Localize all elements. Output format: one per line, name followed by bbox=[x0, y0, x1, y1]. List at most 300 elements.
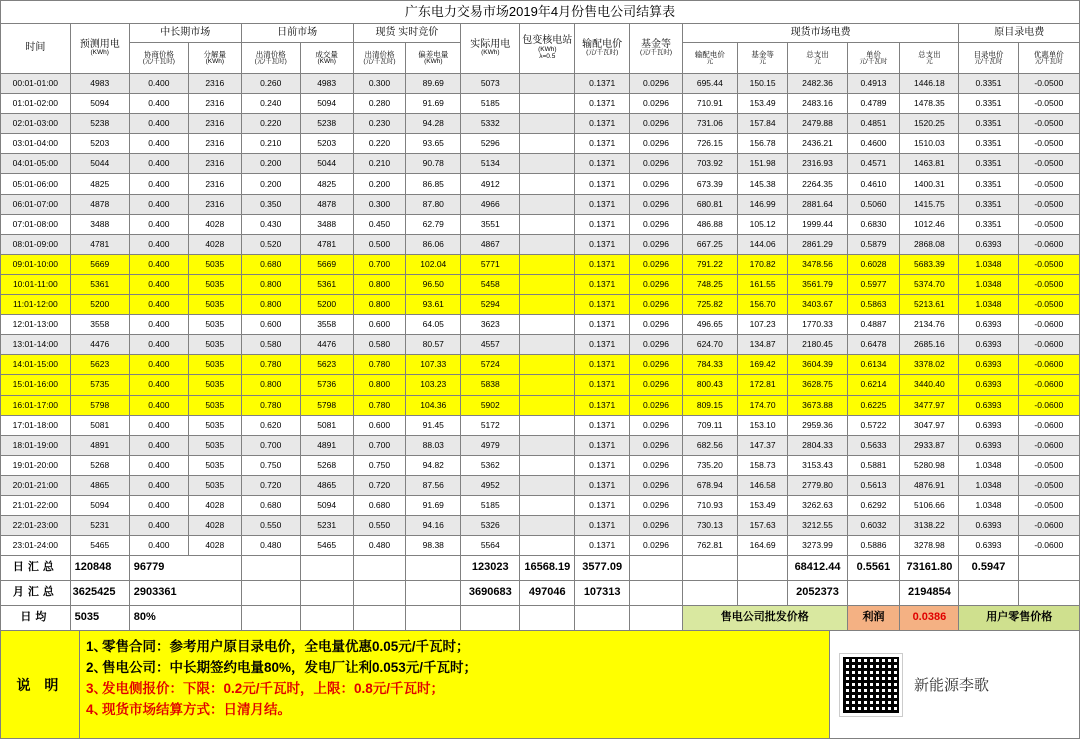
table-row bbox=[1, 335, 1080, 355]
cell-sm_total2: 5213.61 bbox=[900, 295, 959, 315]
cell-forecast: 5094 bbox=[70, 495, 129, 515]
cell-forecast: 5735 bbox=[70, 375, 129, 395]
cell-grid: 0.1371 bbox=[575, 516, 630, 536]
monthly-forecast: 3625425 bbox=[70, 581, 129, 606]
cell-sm_total2: 5683.39 bbox=[900, 254, 959, 274]
cell-cat_price: 1.0348 bbox=[959, 475, 1018, 495]
cell-sp_price: 0.260 bbox=[241, 74, 300, 94]
cell-sm_total2: 3440.40 bbox=[900, 375, 959, 395]
cell-sm_total2: 3378.02 bbox=[900, 355, 959, 375]
table-row bbox=[1, 415, 1080, 435]
cell-loss bbox=[520, 174, 575, 194]
cell-forecast: 4891 bbox=[70, 435, 129, 455]
cell-sm_fund: 105.12 bbox=[737, 214, 788, 234]
table-row bbox=[1, 516, 1080, 536]
cell-rt_price: 0.800 bbox=[353, 295, 406, 315]
cell-rt_dev: 94.16 bbox=[406, 516, 461, 536]
col-cat-price: 目录电价 元/千瓦时 bbox=[959, 43, 1018, 74]
col-sm-fund: 基金等 元 bbox=[737, 43, 788, 74]
cell-loss bbox=[520, 475, 575, 495]
cell-sm_fund: 151.98 bbox=[737, 154, 788, 174]
cell-rt_price: 0.300 bbox=[353, 74, 406, 94]
cell-sm_grid: 496.65 bbox=[682, 315, 737, 335]
cell-actual: 5838 bbox=[461, 375, 520, 395]
cell-ml_price: 0.400 bbox=[129, 475, 188, 495]
cell-sp_price: 0.720 bbox=[241, 475, 300, 495]
cell-forecast: 5203 bbox=[70, 134, 129, 154]
cell-sm_unit: 0.6032 bbox=[847, 516, 900, 536]
cell-ml_price: 0.400 bbox=[129, 94, 188, 114]
cell-rt_dev: 90.78 bbox=[406, 154, 461, 174]
cell-sm_total: 2959.36 bbox=[788, 415, 847, 435]
cell-cat_price: 0.6393 bbox=[959, 234, 1018, 254]
cell-ml_price: 0.400 bbox=[129, 516, 188, 536]
cell-actual: 5326 bbox=[461, 516, 520, 536]
cell-sm_grid: 710.91 bbox=[682, 94, 737, 114]
cell-ml_qty: 4028 bbox=[188, 495, 241, 515]
cell-forecast: 4476 bbox=[70, 335, 129, 355]
cell-loss bbox=[520, 254, 575, 274]
cell-rt_price: 0.230 bbox=[353, 114, 406, 134]
cell-cat_price: 0.3351 bbox=[959, 214, 1018, 234]
daily-sm-total2: 73161.80 bbox=[900, 556, 959, 581]
cell-grid: 0.1371 bbox=[575, 234, 630, 254]
cell-sm_unit: 0.5977 bbox=[847, 274, 900, 294]
cell-sm_total: 3153.43 bbox=[788, 455, 847, 475]
cell-actual: 5185 bbox=[461, 94, 520, 114]
cell-sm_total2: 2933.87 bbox=[900, 435, 959, 455]
cell-ml_price: 0.400 bbox=[129, 536, 188, 556]
col-fund-price: 基金等 (元/千瓦时) bbox=[630, 24, 683, 74]
cell-sm_total: 3673.88 bbox=[788, 395, 847, 415]
cell-actual: 4979 bbox=[461, 435, 520, 455]
cell-cat_price: 1.0348 bbox=[959, 295, 1018, 315]
note-number: 1、 bbox=[86, 639, 108, 655]
header-group-row bbox=[1, 24, 1080, 43]
cell-sm_fund: 153.49 bbox=[737, 495, 788, 515]
cell-sp_qty: 5044 bbox=[300, 154, 353, 174]
cell-sp_price: 0.550 bbox=[241, 516, 300, 536]
cell-sm_unit: 0.5879 bbox=[847, 234, 900, 254]
cell-rt_dev: 87.56 bbox=[406, 475, 461, 495]
cell-sm_grid: 673.39 bbox=[682, 174, 737, 194]
cell-loss bbox=[520, 435, 575, 455]
cell-sm_unit: 0.6028 bbox=[847, 254, 900, 274]
cell-cat_disc: -0.0500 bbox=[1018, 295, 1079, 315]
cell-sm_fund: 170.82 bbox=[737, 254, 788, 274]
monthly-summary-label: 月汇总 bbox=[1, 581, 71, 606]
cell-ml_price: 0.400 bbox=[129, 355, 188, 375]
cell-sm_grid: 624.70 bbox=[682, 335, 737, 355]
cell-ml_price: 0.400 bbox=[129, 315, 188, 335]
cell-sm_total: 3273.99 bbox=[788, 536, 847, 556]
cell-sp_price: 0.200 bbox=[241, 174, 300, 194]
cell-ml_qty: 2316 bbox=[188, 94, 241, 114]
cell-sp_price: 0.210 bbox=[241, 134, 300, 154]
cell-time: 03:01-04:00 bbox=[1, 134, 71, 154]
cell-sp_price: 0.240 bbox=[241, 94, 300, 114]
cell-sp_price: 0.800 bbox=[241, 375, 300, 395]
table-body bbox=[1, 74, 1080, 556]
col-sm-total2: 总支出 元 bbox=[900, 43, 959, 74]
cell-grid: 0.1371 bbox=[575, 94, 630, 114]
cell-sm_fund: 150.15 bbox=[737, 74, 788, 94]
cell-fund: 0.0296 bbox=[630, 274, 683, 294]
cell-ml_price: 0.400 bbox=[129, 154, 188, 174]
cell-sm_total: 1999.44 bbox=[788, 214, 847, 234]
cell-rt_dev: 103.23 bbox=[406, 375, 461, 395]
cell-sm_grid: 731.06 bbox=[682, 114, 737, 134]
cell-cat_disc: -0.0500 bbox=[1018, 154, 1079, 174]
cell-rt_price: 0.780 bbox=[353, 395, 406, 415]
cell-sp_price: 0.430 bbox=[241, 214, 300, 234]
cell-loss bbox=[520, 114, 575, 134]
cell-actual: 3551 bbox=[461, 214, 520, 234]
cell-cat_disc: -0.0500 bbox=[1018, 114, 1079, 134]
cell-cat_price: 0.6393 bbox=[959, 395, 1018, 415]
cell-sm_total: 2180.45 bbox=[788, 335, 847, 355]
cell-fund: 0.0296 bbox=[630, 495, 683, 515]
cell-rt_price: 0.210 bbox=[353, 154, 406, 174]
cell-rt_dev: 86.06 bbox=[406, 234, 461, 254]
col-sp-price: 出清价格 (元/千瓦时) bbox=[241, 43, 300, 74]
cell-sm_total: 2436.21 bbox=[788, 134, 847, 154]
cell-sp_price: 0.800 bbox=[241, 274, 300, 294]
cell-cat_disc: -0.0600 bbox=[1018, 435, 1079, 455]
table-row bbox=[1, 94, 1080, 114]
cell-sm_grid: 784.33 bbox=[682, 355, 737, 375]
cell-sm_unit: 0.4600 bbox=[847, 134, 900, 154]
cell-cat_disc: -0.0600 bbox=[1018, 315, 1079, 335]
cell-time: 16:01-17:00 bbox=[1, 395, 71, 415]
cell-rt_price: 0.680 bbox=[353, 495, 406, 515]
cell-ml_qty: 2316 bbox=[188, 74, 241, 94]
cell-ml_qty: 2316 bbox=[188, 134, 241, 154]
col-actual: 实际用电 (KWh) bbox=[461, 24, 520, 74]
note-text: 售电公司：中长期签约电量80%，发电厂让利0.053元/千瓦时； bbox=[102, 660, 478, 676]
cell-rt_dev: 91.69 bbox=[406, 94, 461, 114]
cell-forecast: 3488 bbox=[70, 214, 129, 234]
cell-ml_price: 0.400 bbox=[129, 435, 188, 455]
cell-sp_qty: 5465 bbox=[300, 536, 353, 556]
cell-ml_qty: 4028 bbox=[188, 536, 241, 556]
daily-loss: 16568.19 bbox=[520, 556, 575, 581]
cell-ml_price: 0.400 bbox=[129, 295, 188, 315]
cell-sp_qty: 4891 bbox=[300, 435, 353, 455]
cell-sp_qty: 5798 bbox=[300, 395, 353, 415]
cell-ml_price: 0.400 bbox=[129, 254, 188, 274]
cell-rt_dev: 88.03 bbox=[406, 435, 461, 455]
cell-sm_fund: 146.99 bbox=[737, 194, 788, 214]
cell-sm_total: 2881.64 bbox=[788, 194, 847, 214]
cell-time: 15:01-16:00 bbox=[1, 375, 71, 395]
cell-cat_price: 0.3351 bbox=[959, 134, 1018, 154]
cell-rt_price: 0.700 bbox=[353, 254, 406, 274]
cell-ml_price: 0.400 bbox=[129, 74, 188, 94]
cell-sm_fund: 169.42 bbox=[737, 355, 788, 375]
cell-rt_dev: 86.85 bbox=[406, 174, 461, 194]
cell-rt_dev: 93.65 bbox=[406, 134, 461, 154]
cell-sm_total2: 5106.66 bbox=[900, 495, 959, 515]
cell-sm_total: 2804.33 bbox=[788, 435, 847, 455]
table-row bbox=[1, 114, 1080, 134]
cell-forecast: 5268 bbox=[70, 455, 129, 475]
cell-sm_total: 3478.56 bbox=[788, 254, 847, 274]
cell-actual: 5172 bbox=[461, 415, 520, 435]
cell-loss bbox=[520, 154, 575, 174]
cell-time: 06:01-07:00 bbox=[1, 194, 71, 214]
cell-sm_grid: 762.81 bbox=[682, 536, 737, 556]
cell-cat_disc: -0.0600 bbox=[1018, 415, 1079, 435]
cell-rt_price: 0.800 bbox=[353, 375, 406, 395]
cell-sm_fund: 156.78 bbox=[737, 134, 788, 154]
cell-grid: 0.1371 bbox=[575, 435, 630, 455]
cell-rt_price: 0.700 bbox=[353, 435, 406, 455]
col-time: 时间 bbox=[1, 24, 71, 74]
cell-ml_price: 0.400 bbox=[129, 134, 188, 154]
col-sm-total: 总支出 元 bbox=[788, 43, 847, 74]
cell-forecast: 5623 bbox=[70, 355, 129, 375]
note-text: 现货市场结算方式：日清月结。 bbox=[102, 702, 291, 718]
cell-sm_unit: 0.5863 bbox=[847, 295, 900, 315]
cell-sm_total: 2479.88 bbox=[788, 114, 847, 134]
cell-cat_disc: -0.0500 bbox=[1018, 94, 1079, 114]
cell-sm_grid: 730.13 bbox=[682, 516, 737, 536]
cell-sm_grid: 680.81 bbox=[682, 194, 737, 214]
cell-ml_price: 0.400 bbox=[129, 214, 188, 234]
cell-cat_disc: -0.0500 bbox=[1018, 74, 1079, 94]
cell-forecast: 5094 bbox=[70, 94, 129, 114]
cell-grid: 0.1371 bbox=[575, 415, 630, 435]
cell-loss bbox=[520, 234, 575, 254]
cell-forecast: 5200 bbox=[70, 295, 129, 315]
cell-cat_price: 0.3351 bbox=[959, 114, 1018, 134]
table-row bbox=[1, 295, 1080, 315]
note-section bbox=[0, 631, 1080, 739]
wholesale-price-label: 售电公司批发价格 bbox=[682, 606, 847, 631]
group-spot-fee: 现货市场电费 bbox=[682, 24, 959, 43]
cell-sm_total2: 5374.70 bbox=[900, 274, 959, 294]
table-row bbox=[1, 274, 1080, 294]
cell-rt_dev: 98.38 bbox=[406, 536, 461, 556]
cell-sm_total2: 1400.31 bbox=[900, 174, 959, 194]
cell-loss bbox=[520, 274, 575, 294]
cell-grid: 0.1371 bbox=[575, 214, 630, 234]
cell-loss bbox=[520, 415, 575, 435]
cell-sm_unit: 0.6225 bbox=[847, 395, 900, 415]
cell-grid: 0.1371 bbox=[575, 455, 630, 475]
cell-actual: 5564 bbox=[461, 536, 520, 556]
cell-rt_price: 0.580 bbox=[353, 335, 406, 355]
cell-ml_price: 0.400 bbox=[129, 375, 188, 395]
cell-sp_qty: 5736 bbox=[300, 375, 353, 395]
cell-sm_total: 2482.36 bbox=[788, 74, 847, 94]
cell-forecast: 5238 bbox=[70, 114, 129, 134]
cell-cat_price: 1.0348 bbox=[959, 254, 1018, 274]
cell-sm_grid: 735.20 bbox=[682, 455, 737, 475]
cell-sm_total2: 2134.76 bbox=[900, 315, 959, 335]
cell-sp_price: 0.750 bbox=[241, 455, 300, 475]
group-midlong: 中长期市场 bbox=[129, 24, 241, 43]
note-text: 零售合同：参考用户原目录电价，全电量优惠0.05元/千瓦时； bbox=[102, 639, 470, 655]
cell-sm_total2: 3047.97 bbox=[900, 415, 959, 435]
cell-sp_qty: 4781 bbox=[300, 234, 353, 254]
col-sm-grid: 输配电价 元 bbox=[682, 43, 737, 74]
cell-time: 00:01-01:00 bbox=[1, 74, 71, 94]
cell-fund: 0.0296 bbox=[630, 134, 683, 154]
cell-ml_qty: 2316 bbox=[188, 174, 241, 194]
cell-actual: 4966 bbox=[461, 194, 520, 214]
cell-cat_disc: -0.0600 bbox=[1018, 355, 1079, 375]
cell-loss bbox=[520, 516, 575, 536]
cell-sp_price: 0.680 bbox=[241, 254, 300, 274]
cell-grid: 0.1371 bbox=[575, 536, 630, 556]
cell-cat_disc: -0.0500 bbox=[1018, 475, 1079, 495]
cell-time: 12:01-13:00 bbox=[1, 315, 71, 335]
page-title: 广东电力交易市场2019年4月份售电公司结算表 bbox=[1, 1, 1080, 24]
cell-actual: 4952 bbox=[461, 475, 520, 495]
col-cat-disc: 优惠单价 元/千瓦时 bbox=[1018, 43, 1079, 74]
table-row bbox=[1, 375, 1080, 395]
cell-sp_price: 0.350 bbox=[241, 194, 300, 214]
col-sm-unit: 单价 元/千瓦时 bbox=[847, 43, 900, 74]
cell-forecast: 4878 bbox=[70, 194, 129, 214]
cell-grid: 0.1371 bbox=[575, 154, 630, 174]
cell-cat_price: 0.6393 bbox=[959, 335, 1018, 355]
cell-sp_price: 0.520 bbox=[241, 234, 300, 254]
cell-sm_grid: 748.25 bbox=[682, 274, 737, 294]
cell-ml_qty: 4028 bbox=[188, 516, 241, 536]
account-name: 新能源李歌 bbox=[914, 677, 990, 695]
monthly-grid: 107313 bbox=[575, 581, 630, 606]
cell-sm_grid: 486.88 bbox=[682, 214, 737, 234]
average-forecast: 5035 bbox=[70, 606, 129, 631]
cell-sp_qty: 5094 bbox=[300, 495, 353, 515]
cell-rt_price: 0.480 bbox=[353, 536, 406, 556]
cell-ml_price: 0.400 bbox=[129, 395, 188, 415]
cell-sm_grid: 703.92 bbox=[682, 154, 737, 174]
cell-rt_price: 0.450 bbox=[353, 214, 406, 234]
cell-sm_grid: 695.44 bbox=[682, 74, 737, 94]
cell-loss bbox=[520, 395, 575, 415]
cell-sm_total2: 2868.08 bbox=[900, 234, 959, 254]
cell-sm_unit: 0.4571 bbox=[847, 154, 900, 174]
cell-fund: 0.0296 bbox=[630, 455, 683, 475]
cell-sm_grid: 800.43 bbox=[682, 375, 737, 395]
cell-ml_price: 0.400 bbox=[129, 194, 188, 214]
cell-loss bbox=[520, 335, 575, 355]
cell-grid: 0.1371 bbox=[575, 194, 630, 214]
cell-cat_disc: -0.0600 bbox=[1018, 395, 1079, 415]
cell-sm_fund: 164.69 bbox=[737, 536, 788, 556]
col-sp-qty: 成交量 (KWh) bbox=[300, 43, 353, 74]
cell-time: 13:01-14:00 bbox=[1, 335, 71, 355]
cell-sm_total: 1770.33 bbox=[788, 315, 847, 335]
cell-fund: 0.0296 bbox=[630, 114, 683, 134]
cell-rt_price: 0.600 bbox=[353, 415, 406, 435]
cell-sm_grid: 678.94 bbox=[682, 475, 737, 495]
cell-fund: 0.0296 bbox=[630, 234, 683, 254]
cell-rt_price: 0.200 bbox=[353, 174, 406, 194]
table-row bbox=[1, 74, 1080, 94]
cell-sp_qty: 5238 bbox=[300, 114, 353, 134]
cell-loss bbox=[520, 214, 575, 234]
daily-actual: 123023 bbox=[461, 556, 520, 581]
cell-sm_unit: 0.5886 bbox=[847, 536, 900, 556]
table-row bbox=[1, 194, 1080, 214]
cell-cat_disc: -0.0600 bbox=[1018, 516, 1079, 536]
cell-sm_total2: 5280.98 bbox=[900, 455, 959, 475]
cell-fund: 0.0296 bbox=[630, 516, 683, 536]
cell-sm_fund: 157.84 bbox=[737, 114, 788, 134]
note-number: 4、 bbox=[86, 702, 108, 718]
cell-ml_price: 0.400 bbox=[129, 274, 188, 294]
cell-sp_qty: 5094 bbox=[300, 94, 353, 114]
cell-time: 05:01-06:00 bbox=[1, 174, 71, 194]
cell-sp_qty: 4865 bbox=[300, 475, 353, 495]
cell-cat_price: 0.6393 bbox=[959, 415, 1018, 435]
cell-sm_fund: 156.70 bbox=[737, 295, 788, 315]
cell-rt_price: 0.720 bbox=[353, 475, 406, 495]
cell-forecast: 4983 bbox=[70, 74, 129, 94]
cell-rt_price: 0.550 bbox=[353, 516, 406, 536]
cell-cat_price: 0.6393 bbox=[959, 315, 1018, 335]
cell-sm_total2: 4876.91 bbox=[900, 475, 959, 495]
table-row bbox=[1, 395, 1080, 415]
cell-cat_disc: -0.0600 bbox=[1018, 335, 1079, 355]
cell-grid: 0.1371 bbox=[575, 395, 630, 415]
daily-summary-row bbox=[1, 556, 1080, 581]
cell-rt_dev: 96.50 bbox=[406, 274, 461, 294]
cell-sp_qty: 4878 bbox=[300, 194, 353, 214]
cell-sm_unit: 0.6134 bbox=[847, 355, 900, 375]
cell-sp_qty: 5361 bbox=[300, 274, 353, 294]
cell-sp_qty: 5200 bbox=[300, 295, 353, 315]
cell-sm_unit: 0.4851 bbox=[847, 114, 900, 134]
cell-ml_price: 0.400 bbox=[129, 114, 188, 134]
cell-grid: 0.1371 bbox=[575, 254, 630, 274]
cell-cat_price: 0.3351 bbox=[959, 94, 1018, 114]
cell-loss bbox=[520, 194, 575, 214]
cell-sp_price: 0.680 bbox=[241, 495, 300, 515]
cell-cat_price: 0.6393 bbox=[959, 435, 1018, 455]
cell-ml_qty: 5035 bbox=[188, 274, 241, 294]
cell-loss bbox=[520, 74, 575, 94]
cell-sm_fund: 146.58 bbox=[737, 475, 788, 495]
cell-sp_qty: 5081 bbox=[300, 415, 353, 435]
cell-ml_qty: 2316 bbox=[188, 114, 241, 134]
daily-summary-label: 日汇总 bbox=[1, 556, 71, 581]
monthly-sm-total2: 2194854 bbox=[900, 581, 959, 606]
retail-price-label: 用户零售价格 bbox=[959, 606, 1080, 631]
cell-sm_total: 2483.16 bbox=[788, 94, 847, 114]
cell-cat_price: 0.3351 bbox=[959, 74, 1018, 94]
cell-time: 09:01-10:00 bbox=[1, 254, 71, 274]
table-row bbox=[1, 475, 1080, 495]
cell-cat_price: 0.3351 bbox=[959, 194, 1018, 214]
qr-code-icon bbox=[840, 654, 902, 716]
cell-sp_price: 0.200 bbox=[241, 154, 300, 174]
cell-forecast: 5669 bbox=[70, 254, 129, 274]
cell-sm_total: 3604.39 bbox=[788, 355, 847, 375]
cell-loss bbox=[520, 375, 575, 395]
cell-grid: 0.1371 bbox=[575, 315, 630, 335]
cell-sm_total: 3403.67 bbox=[788, 295, 847, 315]
cell-fund: 0.0296 bbox=[630, 295, 683, 315]
cell-actual: 5724 bbox=[461, 355, 520, 375]
table-row bbox=[1, 455, 1080, 475]
cell-grid: 0.1371 bbox=[575, 475, 630, 495]
